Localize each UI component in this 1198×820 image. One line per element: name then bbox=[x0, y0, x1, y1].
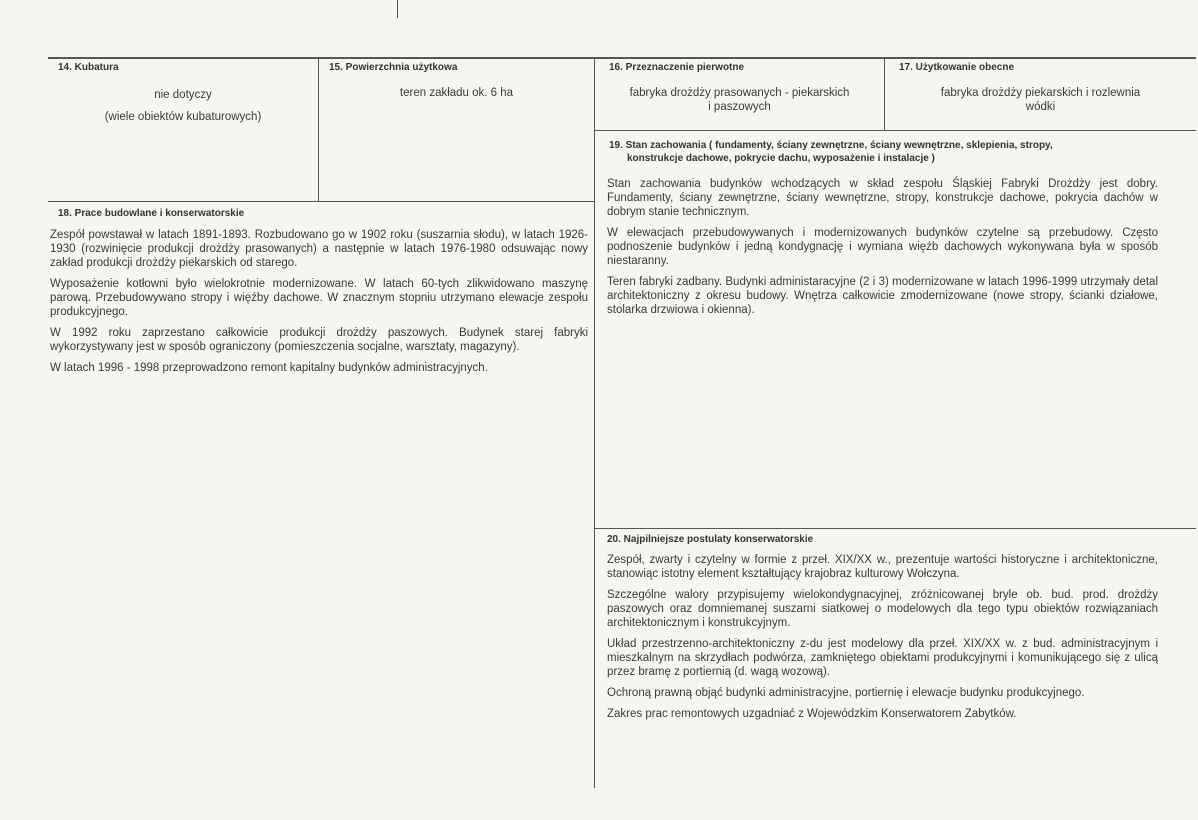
prace-budowlane-body bbox=[50, 228, 588, 382]
przeznaczenie-line1: fabryka drożdży prasowanych - piekarskich bbox=[629, 87, 850, 99]
postulaty-body bbox=[607, 553, 1158, 728]
stan-zachowania-title-2: konstrukcje dachowe, pokrycie dachu, wyposażenie i instalacje ) bbox=[627, 153, 935, 164]
uzytkowanie-title: 17. Użytkowanie obecne bbox=[899, 62, 1015, 73]
postulaty-paragraph: Szczególne walory przypisujemy wielokondygnacyjnej, zróżnicowanej bryle ob. bud. prod. drożdży paszowych oraz domniemanej suszarni siatkowej o modelowych dla tego typu obiektów rozwiązaniach architektonicznym i konstrukcyjnym. bbox=[607, 589, 1158, 629]
powierzchnia-value: teren zakładu ok. 6 ha bbox=[399, 87, 514, 99]
stan-zachowania-body bbox=[607, 177, 1158, 324]
postulaty-paragraph: Zespół, zwarty i czytelny w formie z przeł. XIX/XX w., prezentuje wartości historyczne i architektoniczne, stanowiąc istotny element kształtujący krajobraz kulturowy Wołczyna. bbox=[607, 554, 1158, 580]
przeznaczenie-title: 16. Przeznaczenie pierwotne bbox=[609, 62, 745, 73]
top-center-tick bbox=[397, 0, 398, 18]
postulaty-paragraph: Układ przestrzenno-architektoniczny z-du jest modelowy dla przeł. XIX/XX w. z bud. administracyjnym i mieszkalnym na skrzydłach podwórza, zamkniętego obiektami produkcyjnymi i komunikującego się z ulicą przez bramę z portiernią (d. wagą wozową). bbox=[607, 638, 1158, 678]
powierzchnia-section bbox=[319, 58, 594, 201]
prace-budowlane-section bbox=[48, 202, 594, 792]
postulaty-paragraph: Zakres prac remontowych uzgadniać z Wojewódzkim Konserwatorem Zabytków. bbox=[607, 708, 1017, 720]
stan-paragraph: W elewacjach przebudowywanych i modernizowanych budynków czytelne są przebudowy. Często podnoszenie budynków i jedną kondygnację i wymiana więźb dachowych wykonywana była w sposób niestaranny. bbox=[607, 227, 1158, 267]
uzytkowanie-section bbox=[885, 58, 1196, 130]
prace-paragraph: W latach 1996 - 1998 przeprowadzono remont kapitalny budynków administracyjnych. bbox=[50, 362, 488, 374]
prace-paragraph: Wyposażenie kotłowni było wielokrotnie modernizowane. W latach 60-tych zlikwidowano maszynę parową. Przebudowywano stropy i więźby dachowe. W znacznym stopniu utrzymano elewacje zespołu produkcyjnego. bbox=[50, 278, 588, 318]
powierzchnia-title: 15. Powierzchnia użytkowa bbox=[329, 62, 458, 73]
prace-budowlane-title: 18. Prace budowlane i konserwatorskie bbox=[58, 208, 245, 219]
kubatura-title: 14. Kubatura bbox=[58, 62, 119, 73]
przeznaczenie-line2: i paszowych bbox=[708, 101, 771, 113]
postulaty-title: 20. Najpilniejsze postulaty konserwatorskie bbox=[607, 534, 814, 545]
stan-zachowania-title-1: 19. Stan zachowania ( fundamenty, ściany zewnętrzne, ściany wewnętrzne, sklepienia, stropy, bbox=[609, 140, 1053, 151]
uzytkowanie-line2: wódki bbox=[1025, 101, 1056, 113]
kubatura-value: nie dotyczy bbox=[154, 89, 212, 101]
prace-paragraph: W 1992 roku zaprzestano całkowicie produkcji drożdży paszowych. Budynek starej fabryki wykorzystywany jest w sposób ograniczony (pomieszczenia socjalne, warsztaty, magazyny). bbox=[50, 327, 588, 353]
przeznaczenie-section bbox=[595, 58, 884, 130]
stan-paragraph: Teren fabryki zadbany. Budynki administaracyjne (2 i 3) modernizowane w latach 1996-1999 utrzymały detal architektoniczny z okresu budowy. Wnętrza całkowicie zmodernizowane (nowe stropy, ścianki działowe, stolarka drzwiowa i okienna). bbox=[607, 276, 1158, 316]
kubatura-note: (wiele obiektów kubaturowych) bbox=[104, 111, 262, 123]
stan-zachowania-section bbox=[595, 131, 1196, 528]
postulaty-paragraph: Ochroną prawną objąć budynki administracyjne, portiernię i elewacje budynku produkcyjnego. bbox=[607, 687, 1085, 699]
prace-paragraph: Zespół powstawał w latach 1891-1893. Rozbudowano go w 1902 roku (suszarnia słodu), w latach 1926-1930 (rozwinięcie produkcji drożdży prasowanych) a następnie w latach 1976-1980 odsuwając nowy zakład produkcji drożdży piekarskich od starego. bbox=[50, 229, 588, 269]
stan-paragraph: Stan zachowania budynków wchodzących w skład zespołu Śląskiej Fabryki Drożdży jest dobry. Fundamenty, ściany zewnętrzne, ściany wewnętrzne, stropy, konstrukcje dachowe, pokrycia dachów w dobrym stanie technicznym. bbox=[607, 178, 1158, 218]
uzytkowanie-line1: fabryka drożdży piekarskich i rozlewnia bbox=[940, 87, 1141, 99]
kubatura-section bbox=[48, 58, 318, 201]
postulaty-section bbox=[595, 529, 1196, 792]
